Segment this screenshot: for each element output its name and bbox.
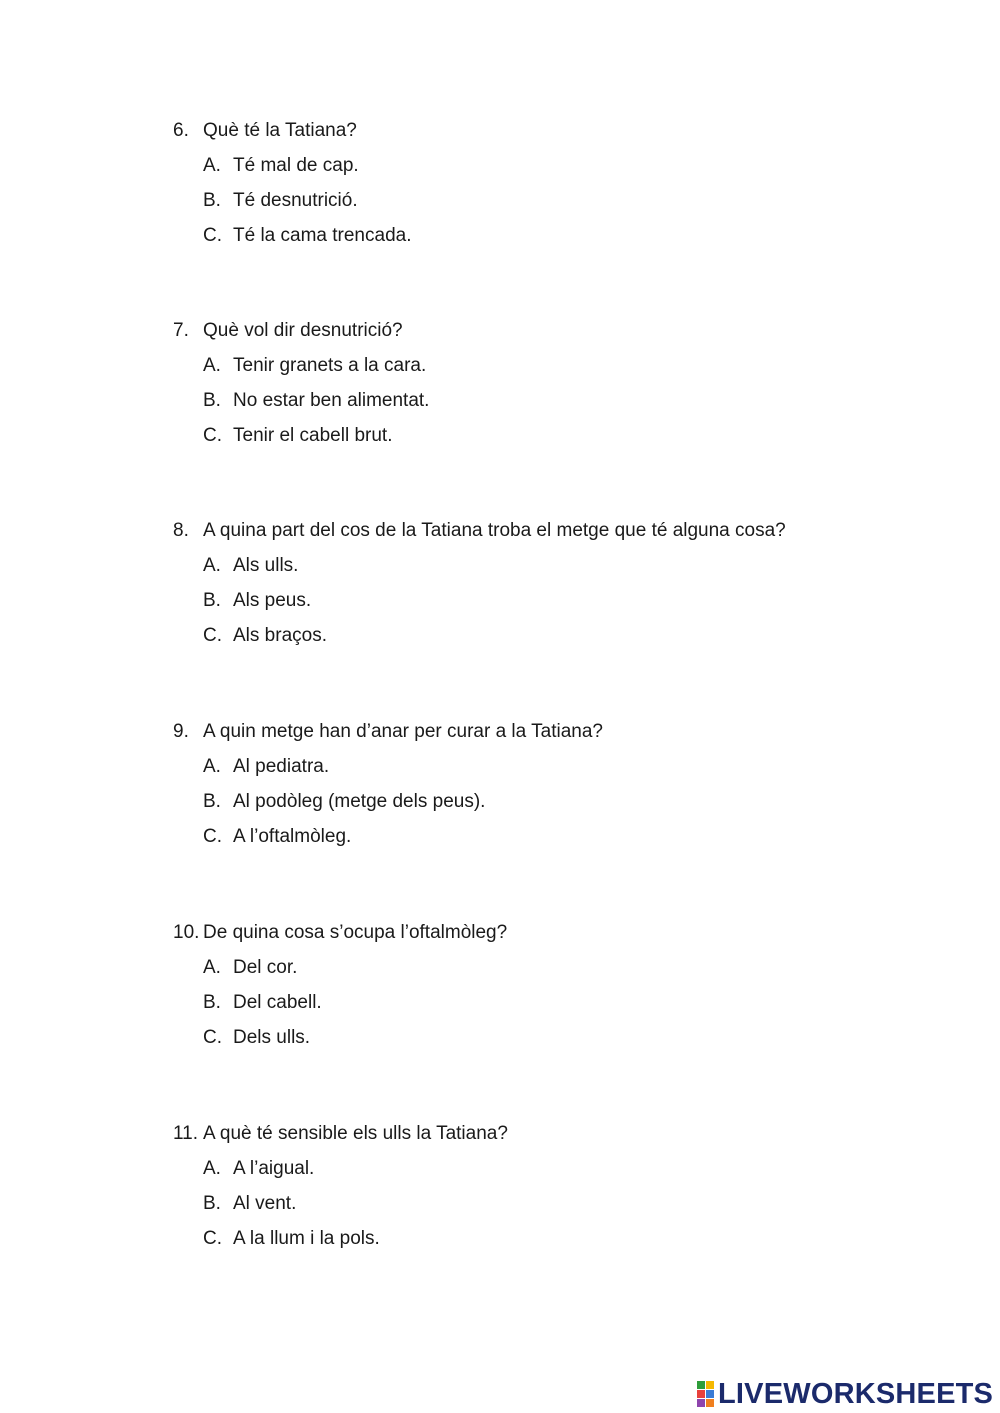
- question-6: [173, 120, 933, 247]
- logo-square: [697, 1399, 705, 1407]
- option-text: A l’oftalmòleg.: [233, 826, 352, 847]
- question-number: 7.: [173, 320, 189, 341]
- option-letter: A.: [203, 355, 221, 376]
- option-text: Del cabell.: [233, 992, 322, 1013]
- option-text: Tenir el cabell brut.: [233, 425, 393, 446]
- option-text: Al podòleg (metge dels peus).: [233, 791, 486, 812]
- option-letter: B.: [203, 590, 221, 611]
- option-a[interactable]: [203, 555, 933, 577]
- option-c[interactable]: [203, 225, 933, 247]
- option-c[interactable]: [203, 1027, 933, 1049]
- option-text: Té mal de cap.: [233, 155, 359, 176]
- question-text: A què té sensible els ulls la Tatiana?: [203, 1123, 508, 1144]
- option-c[interactable]: [203, 826, 933, 848]
- option-text: A la llum i la pols.: [233, 1228, 380, 1249]
- option-c[interactable]: [203, 425, 933, 447]
- option-text: A l’aigual.: [233, 1158, 315, 1179]
- option-text: Té desnutrició.: [233, 190, 358, 211]
- option-text: Als peus.: [233, 590, 312, 611]
- option-a[interactable]: [203, 1158, 933, 1180]
- option-a[interactable]: [203, 756, 933, 778]
- option-b[interactable]: [203, 992, 933, 1014]
- option-a[interactable]: [203, 355, 933, 377]
- option-text: Als ulls.: [233, 555, 299, 576]
- logo-square: [706, 1399, 714, 1407]
- option-b[interactable]: [203, 390, 933, 412]
- question-7: [173, 320, 933, 447]
- question-11: [173, 1123, 933, 1250]
- option-b[interactable]: [203, 791, 933, 813]
- question-text: De quina cosa s’ocupa l’oftalmòleg?: [203, 922, 508, 943]
- option-text: Dels ulls.: [233, 1027, 311, 1048]
- option-letter: C.: [203, 1228, 222, 1249]
- option-a[interactable]: [203, 155, 933, 177]
- question-10: [173, 922, 933, 1049]
- option-c[interactable]: [203, 625, 933, 647]
- option-letter: C.: [203, 625, 222, 646]
- question-number: 8.: [173, 520, 189, 541]
- option-letter: C.: [203, 826, 222, 847]
- option-letter: A.: [203, 756, 221, 777]
- option-a[interactable]: [203, 957, 933, 979]
- option-letter: B.: [203, 1193, 221, 1214]
- logo-square: [706, 1381, 714, 1389]
- question-text: A quin metge han d’anar per curar a la Tatiana?: [203, 721, 603, 742]
- question-number: 9.: [173, 721, 189, 742]
- option-text: Tenir granets a la cara.: [233, 355, 427, 376]
- question-number: 10.: [173, 922, 200, 943]
- question-text: Què té la Tatiana?: [203, 120, 357, 141]
- question-text: A quina part del cos de la Tatiana troba el metge que té alguna cosa?: [203, 520, 786, 541]
- option-letter: B.: [203, 791, 221, 812]
- option-letter: B.: [203, 390, 221, 411]
- option-letter: A.: [203, 957, 221, 978]
- question-9: [173, 721, 933, 848]
- question-8: [173, 520, 933, 647]
- option-text: Al pediatra.: [233, 756, 330, 777]
- logo-square: [697, 1390, 705, 1398]
- option-letter: C.: [203, 225, 222, 246]
- logo-square: [697, 1381, 705, 1389]
- logo-text: LIVEWORKSHEETS: [718, 1377, 994, 1410]
- option-text: Té la cama trencada.: [233, 225, 412, 246]
- option-text: Al vent.: [233, 1193, 297, 1214]
- liveworksheets-logo: [697, 1378, 993, 1410]
- option-letter: C.: [203, 425, 222, 446]
- option-text: Del cor.: [233, 957, 298, 978]
- question-number: 6.: [173, 120, 189, 141]
- question-text: Què vol dir desnutrició?: [203, 320, 403, 341]
- option-text: Als braços.: [233, 625, 327, 646]
- option-b[interactable]: [203, 1193, 933, 1215]
- option-c[interactable]: [203, 1228, 933, 1250]
- logo-square: [706, 1390, 714, 1398]
- option-b[interactable]: [203, 590, 933, 612]
- option-letter: B.: [203, 190, 221, 211]
- option-letter: A.: [203, 155, 221, 176]
- option-b[interactable]: [203, 190, 933, 212]
- question-number: 11.: [173, 1123, 199, 1144]
- liveworksheets-logo-icon: [697, 1381, 714, 1407]
- option-letter: B.: [203, 992, 221, 1013]
- option-letter: C.: [203, 1027, 222, 1048]
- option-letter: A.: [203, 1158, 221, 1179]
- option-text: No estar ben alimentat.: [233, 390, 430, 411]
- option-letter: A.: [203, 555, 221, 576]
